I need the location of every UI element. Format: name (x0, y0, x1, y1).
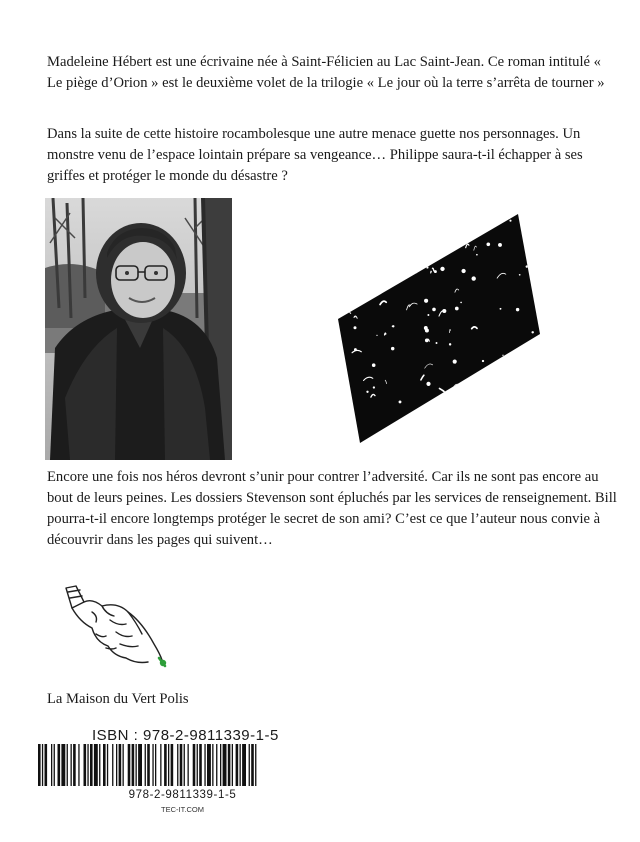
star-dot (370, 222, 371, 223)
barcode-bar (132, 744, 135, 786)
star-dot (359, 254, 361, 256)
star-streak (363, 216, 371, 218)
barcode-bar (223, 744, 227, 786)
star-streak (393, 428, 402, 430)
star-dot (465, 404, 466, 405)
star-dot (354, 316, 355, 317)
star-streak (512, 437, 520, 440)
barcode-number: 978-2-9811339-1-5 (128, 789, 237, 801)
star-dot (359, 283, 363, 287)
barcode-bar (107, 744, 108, 786)
barcode-bar (160, 744, 161, 786)
star-streak (444, 404, 446, 406)
teaser-paragraph: Dans la suite de cette histoire rocambolesque une autre menace guette nos personnages. Un monstre venu de l’espace lointain prépare sa vengeance… Philippe saura-t-il échapper à ses griffes et protéger le monde du désastre ? (47, 126, 583, 184)
barcode-bar (180, 744, 183, 786)
star-dot (527, 436, 530, 439)
barcode-bar (71, 744, 72, 786)
barcode-bar (58, 744, 61, 786)
barcode-bar (112, 744, 113, 786)
barcode-bar (188, 744, 189, 786)
star-dot (500, 308, 502, 310)
star-dot (354, 326, 357, 329)
star-dot (338, 269, 340, 271)
star-dot (352, 246, 354, 248)
star-dot (337, 218, 340, 221)
star-dot (495, 422, 499, 426)
star-streak (427, 214, 430, 215)
author-photo (45, 198, 232, 460)
star-streak (385, 333, 386, 335)
star-dot (463, 233, 465, 235)
star-streak (422, 262, 428, 266)
star-dot (434, 270, 437, 273)
barcode-bar (42, 744, 43, 786)
star-streak (413, 424, 422, 426)
star-dot (440, 267, 444, 271)
barcode-bar (177, 744, 178, 786)
star-dot (453, 360, 457, 364)
barcode-bar (123, 744, 124, 786)
intro-paragraph: Madeleine Hébert est une écrivaine née à Saint-Félicien au Lac Saint-Jean. Ce roman intitulé « Le piège d’Orion » est le deuxième volet de la trilogie « Le jour où la terre s’arrêta de tourner » (47, 54, 605, 91)
star-dot (443, 430, 445, 432)
star-dot (424, 326, 428, 330)
barcode-bar (216, 744, 217, 786)
star-dot (470, 231, 472, 233)
barcode-bar (207, 744, 211, 786)
star-dot (526, 265, 528, 267)
barcode-bar (136, 744, 137, 786)
star-dot (538, 239, 541, 242)
star-dot (530, 214, 532, 216)
star-streak (407, 264, 410, 268)
barcode-bar (236, 744, 239, 786)
starfield-icon (336, 214, 541, 444)
star-dot (432, 308, 436, 312)
star-dot (376, 335, 377, 336)
star-dot (455, 307, 459, 311)
star-dot (399, 400, 402, 403)
star-dot (482, 360, 484, 362)
barcode-credit: TEC-IT.COM (161, 805, 204, 814)
barcode-bar (184, 744, 185, 786)
barcode-bar (54, 744, 55, 786)
star-streak (481, 371, 489, 375)
star-dot (481, 413, 484, 416)
star-dot (516, 430, 520, 434)
star-dot (338, 254, 342, 258)
star-streak (532, 231, 535, 233)
barcode-icon (38, 744, 327, 786)
star-dot (414, 269, 418, 273)
star-dot (358, 288, 361, 291)
barcode-bar (155, 744, 156, 786)
starfield-image (336, 214, 541, 444)
barcode-bar (168, 744, 169, 786)
barcode-bar (116, 744, 117, 786)
isbn-label: ISBN : 978-2-9811339-1-5 (92, 727, 279, 744)
barcode-bar (249, 744, 250, 786)
barcode-bar (103, 744, 106, 786)
star-dot (429, 412, 432, 415)
star-dot (413, 247, 415, 249)
star-dot (385, 251, 387, 253)
star-dot (536, 440, 537, 441)
star-dot (461, 269, 465, 273)
star-dot (517, 367, 521, 371)
star-dot (472, 276, 476, 280)
star-dot (530, 256, 533, 259)
star-dot (373, 282, 376, 285)
barcode-bar (94, 744, 98, 786)
star-dot (424, 299, 428, 303)
star-dot (435, 234, 438, 237)
barcode-bar (152, 744, 153, 786)
barcode-bar (99, 744, 100, 786)
star-streak (430, 410, 432, 415)
star-streak (402, 251, 407, 254)
star-streak (500, 385, 506, 390)
star-dot (531, 331, 533, 333)
star-dot (414, 220, 418, 224)
barcode-bar (119, 744, 122, 786)
star-dot (346, 272, 349, 275)
star-dot (426, 266, 428, 268)
star-streak (430, 441, 432, 443)
star-dot (460, 240, 463, 243)
star-dot (504, 383, 507, 386)
publisher-logo (62, 582, 174, 674)
star-streak (337, 292, 339, 297)
star-streak (535, 342, 536, 345)
star-dot (460, 302, 462, 304)
star-dot (500, 397, 503, 400)
star-streak (481, 371, 485, 376)
star-dot (372, 363, 376, 367)
barcode-bar (255, 744, 256, 786)
star-dot (509, 220, 511, 222)
star-streak (427, 230, 428, 234)
barcode-bar (171, 744, 174, 786)
star-dot (369, 256, 372, 259)
star-dot (350, 425, 354, 429)
barcode-bar (164, 744, 167, 786)
star-dot (498, 243, 502, 247)
star-dot (449, 343, 451, 345)
star-streak (522, 370, 524, 372)
star-streak (431, 271, 432, 273)
star-streak (395, 432, 397, 434)
star-dot (472, 214, 475, 216)
star-streak (509, 442, 515, 444)
star-streak (505, 438, 506, 441)
star-dot (427, 314, 429, 316)
barcode-bar (90, 744, 93, 786)
barcode-bar (45, 744, 48, 786)
star-dot (436, 342, 438, 344)
barcode-bar (38, 744, 41, 786)
star-dot (344, 293, 348, 297)
barcode-bar (138, 744, 142, 786)
barcode-bar (61, 744, 65, 786)
star-dot (391, 347, 394, 350)
barcode-bar (197, 744, 198, 786)
barcode-bar (67, 744, 68, 786)
star-streak (507, 380, 511, 385)
star-dot (426, 382, 430, 386)
star-dot (516, 308, 519, 311)
barcode-bar (251, 744, 254, 786)
star-streak (350, 239, 355, 243)
barcode-bar (87, 744, 88, 786)
star-dot (402, 219, 406, 223)
barcode-bar (145, 744, 146, 786)
star-streak (473, 231, 475, 236)
barcode-bar (212, 744, 213, 786)
star-streak (381, 278, 383, 282)
star-dot (363, 265, 364, 266)
star-streak (454, 385, 460, 387)
star-dot (392, 326, 394, 328)
barcode-bar (232, 744, 233, 786)
star-dot (479, 216, 481, 218)
star-dot (373, 386, 375, 388)
star-dot (430, 249, 432, 251)
star-streak (399, 423, 400, 426)
publisher-name: La Maison du Vert Polis (47, 691, 189, 707)
barcode-bar (242, 744, 246, 786)
barcode-bar (193, 744, 196, 786)
barcode-bar (51, 744, 52, 786)
star-dot (425, 339, 429, 343)
star-dot (366, 391, 368, 393)
star-dot (455, 214, 459, 217)
barcode-bar (147, 744, 150, 786)
star-dot (449, 218, 451, 220)
star-streak (337, 285, 340, 287)
barcode-bar (228, 744, 231, 786)
pointing-hand-icon (62, 582, 174, 674)
star-dot (519, 274, 521, 276)
barcode-bar (78, 744, 79, 786)
barcode-bar (204, 744, 205, 786)
barcode-bar (220, 744, 221, 786)
star-dot (532, 353, 534, 355)
star-streak (346, 309, 351, 314)
barcode-bar (84, 744, 87, 786)
star-dot (502, 355, 503, 356)
author-portrait-icon (45, 198, 232, 460)
barcode-bar (199, 744, 202, 786)
star-dot (486, 242, 490, 246)
star-dot (351, 416, 352, 417)
barcode-bar (73, 744, 76, 786)
closing-paragraph: Encore une fois nos héros devront s’unir pour contrer l’adversité. Car ils ne sont pas encore au bout de leurs peines. Les dossiers Stevenson sont épluchés par les services de renseignement. Bill pourra-t-il encore longtemps protéger le secret de son ami? C’est ce que l’auteur nous convie à découvrir dans les pages qui suivent… (47, 469, 617, 548)
star-dot (476, 254, 478, 256)
barcode-bar (240, 744, 241, 786)
barcode-bar (128, 744, 131, 786)
